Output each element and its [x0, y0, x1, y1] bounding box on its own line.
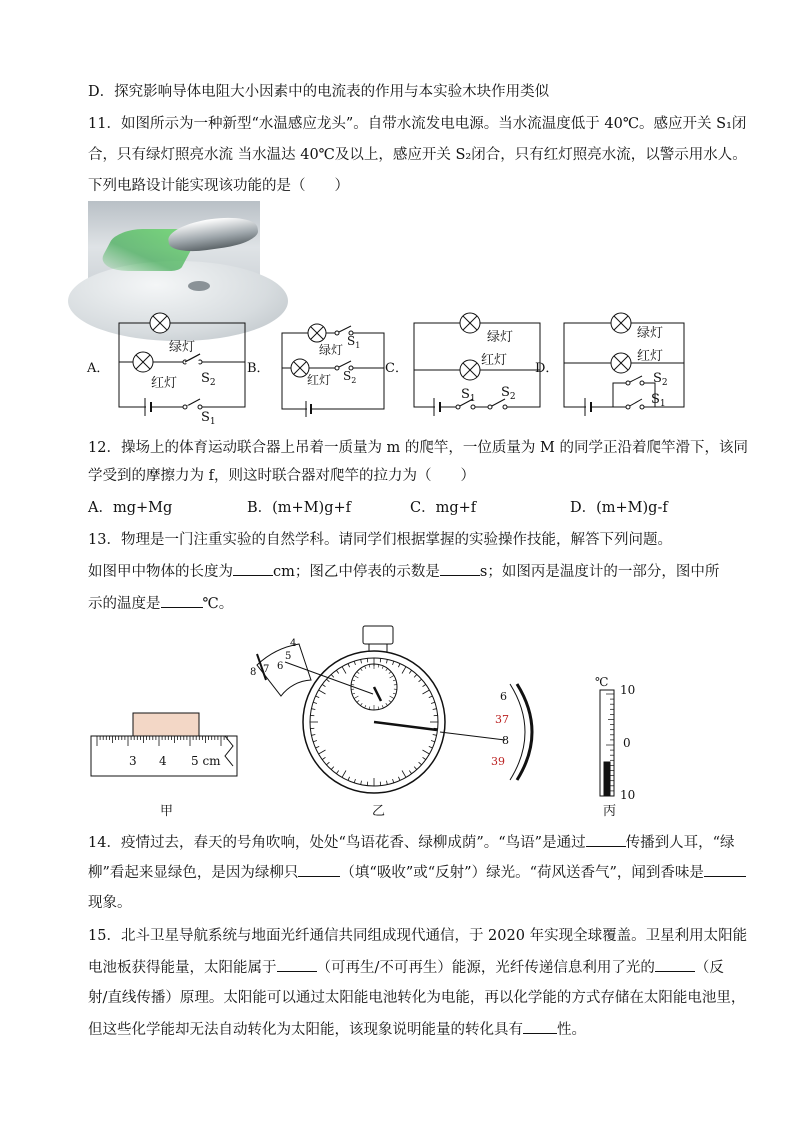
- q14-line3: 现象。: [88, 895, 132, 911]
- caption-bing: 丙: [603, 804, 617, 819]
- label-red-b: 红灯: [307, 373, 332, 387]
- blank-renewable[interactable]: [277, 957, 317, 972]
- label-red-a: 红灯: [151, 376, 178, 391]
- svg-text:8: 8: [250, 667, 257, 678]
- q13-line2: 如图甲中物体的长度为 cm；图乙中停表的示数是 s；如图丙是温度计的一部分，图中所: [88, 561, 728, 582]
- svg-text:8: 8: [502, 734, 509, 747]
- thermo-unit: ℃: [595, 675, 609, 689]
- faucet-photo: [88, 201, 260, 304]
- ruler-tick-3: 3: [129, 754, 137, 768]
- q15-line3: 射/直线传播）原理。太阳能可以通过太阳能电池转化为电能，再以化学能的方式存储在太阳能电池里，: [88, 990, 746, 1006]
- q11-line2: 合，只有绿灯照亮水流 当水温达 40℃及以上，感应开关 S₂闭合，只有红灯照亮水流，以警示用水人。: [88, 147, 747, 163]
- caption-yi: 乙: [372, 804, 386, 819]
- q15-line1: 15．北斗卫星导航系统与地面光纤通信共同组成现代通信，于 2020 年实现全球覆盖。卫星利用太阳能: [88, 928, 748, 944]
- q15-line4: 但这些化学能却无法自动转化为太阳能，该现象说明能量的转化具有 性。: [88, 1019, 728, 1040]
- blank-light-principle[interactable]: [655, 957, 695, 972]
- svg-text:S2: $S_2$: [201, 371, 216, 388]
- ruler-tick-4: 4: [159, 754, 167, 768]
- label-green-a: 绿灯: [169, 340, 196, 355]
- svg-text:S2: $S_2$: [653, 371, 668, 388]
- circuit-letter-c: C．: [385, 361, 408, 376]
- blank-directionality[interactable]: [523, 1019, 557, 1034]
- svg-text:S1: $S_1$: [461, 387, 476, 404]
- figure-13: [85, 622, 685, 800]
- q12-line2: 学受到的摩擦力为 f，则这时联合器对爬竿的拉力为（ ）: [88, 468, 475, 484]
- option-d-q10: D．探究影响导体电阻大小因素中的电流表的作用与本实验木块作用类似: [88, 84, 550, 100]
- svg-text:4: 4: [290, 638, 297, 649]
- blank-stopwatch[interactable]: [440, 561, 480, 576]
- svg-text:S2: $S_2$: [343, 369, 357, 385]
- q12-option-b: B．(m+M)g+f: [247, 500, 352, 516]
- q12-option-a: A．mg+Mg: [88, 500, 173, 516]
- label-red-c: 红灯: [481, 353, 508, 368]
- svg-text:6: 6: [500, 690, 507, 703]
- ruler-tick-5cm: 5 cm: [191, 754, 221, 768]
- svg-text:S2: $S_2$: [501, 385, 516, 402]
- blank-temperature[interactable]: [161, 593, 203, 608]
- circuit-letter-a: A．: [87, 361, 110, 376]
- q11-line3: 下列电路设计能实现该功能的是（ ）: [88, 178, 349, 194]
- circuit-letter-d: D．: [535, 361, 559, 376]
- label-green-b: 绿灯: [319, 343, 344, 357]
- q14-line2: 柳”看起来显绿色，是因为绿柳只 （填“吸收”或“反射”）绿光。“荷风送香气”，闻到香味是: [88, 862, 728, 883]
- label-green-d: 绿灯: [637, 326, 664, 341]
- q12-option-d: D．(m+M)g-f: [570, 500, 668, 516]
- q11-line1: 11．如图所示为一种新型“水温感应龙头”。自带水流发电电源。当水流温度低于 40℃。感应开关 S₁闭: [88, 116, 747, 132]
- q14-line1: 14．疫情过去，春天的号角吹响，处处“鸟语花香、绿柳成荫”。“鸟语”是通过 传播到人耳，“绿: [88, 832, 728, 853]
- q12-option-c: C．mg+f: [410, 500, 477, 516]
- q13-line3: 示的温度是 ℃。: [88, 593, 728, 614]
- caption-jia: 甲: [160, 804, 174, 819]
- blank-diffusion[interactable]: [704, 862, 746, 877]
- q15-line2: 电池板获得能量，太阳能属于 （可再生/不可再生）能源，光纤传递信息利用了光的 （反: [88, 957, 728, 978]
- circuit-options: [85, 308, 705, 427]
- svg-text:S1: $S_1$: [651, 392, 666, 409]
- blank-sound-medium[interactable]: [586, 832, 626, 847]
- svg-text:S1: $S_1$: [347, 334, 361, 350]
- svg-text:37: 37: [495, 713, 509, 726]
- svg-text:S1: $S_1$: [201, 410, 216, 427]
- svg-text:39: 39: [491, 755, 505, 768]
- q13-line1: 13．物理是一门注重实验的自然学科。请同学们根据掌握的实验操作技能，解答下列问题。: [88, 532, 672, 548]
- q12-line1: 12．操场上的体育运动联合器上吊着一质量为 m 的爬竿，一位质量为 M 的同学正沿着爬竿滑下，该同: [88, 440, 748, 456]
- svg-text:5: 5: [285, 651, 292, 662]
- svg-text:6: 6: [277, 661, 284, 672]
- svg-text:10: 10: [620, 683, 636, 697]
- label-red-d: 红灯: [637, 349, 664, 364]
- svg-text:10: 10: [620, 788, 636, 802]
- blank-length[interactable]: [233, 561, 273, 576]
- label-green-c: 绿灯: [487, 330, 514, 345]
- blank-absorb-reflect[interactable]: [298, 862, 340, 877]
- svg-text:7: 7: [263, 664, 270, 675]
- svg-text:0: 0: [623, 736, 631, 750]
- circuit-letter-b: B．: [247, 361, 270, 376]
